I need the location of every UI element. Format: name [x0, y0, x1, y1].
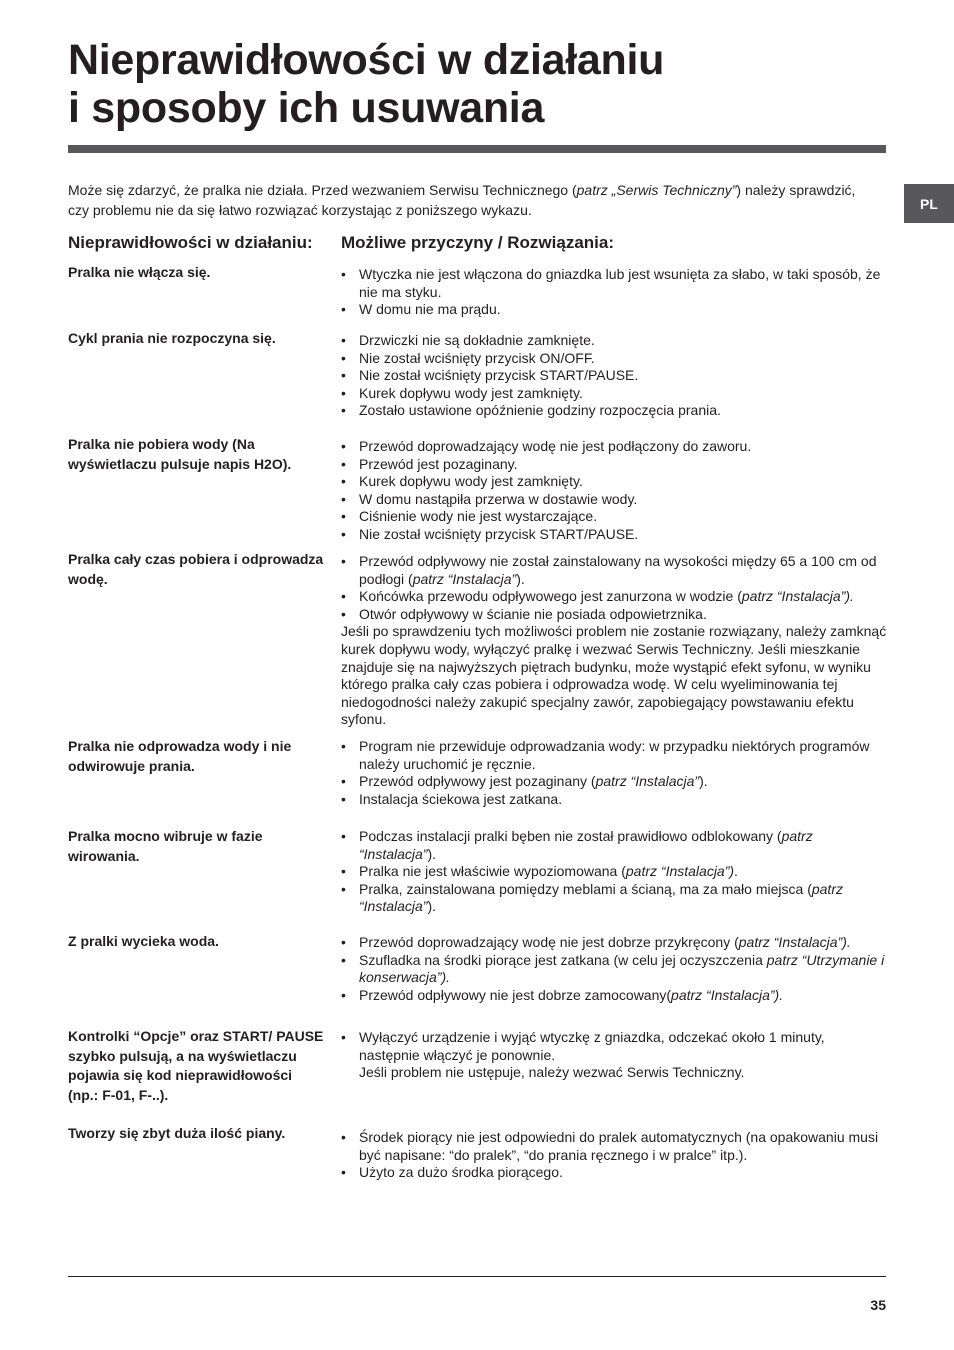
solution-item-text-end: ). [699, 773, 708, 790]
solution-item [341, 952, 889, 987]
problems-column-header: Nieprawidłowości w działaniu: [68, 233, 313, 252]
solution-item [341, 491, 889, 509]
solution-item-reference: patrz “Instalacja” [412, 570, 517, 587]
solution-item-text: Środek piorący nie jest odpowiedni do pralek automatycznych (na opakowaniu musi być napisane: “do pralek”, “do prania ręcznego i w pralce” itp.). [359, 1129, 879, 1163]
solution-item [341, 553, 889, 588]
page-title-line-1: Nieprawidłowości w działaniu [68, 36, 665, 84]
solution-item-reference: patrz “Instalacja” [595, 773, 700, 790]
solution-item-text: Ciśnienie wody nie jest wystarczające. [359, 508, 598, 525]
solution-list [341, 934, 889, 1004]
solution-item [341, 773, 889, 791]
solution-list [341, 1129, 889, 1182]
solution-item [341, 738, 889, 773]
solutions-column-header: Możliwe przyczyny / Rozwiązania: [341, 233, 615, 252]
solution-block [341, 266, 889, 319]
solution-list [341, 438, 889, 544]
problem-label: Pralka nie włącza się. [68, 264, 211, 280]
intro-text-italic: patrz „Serwis Techniczny” [576, 182, 737, 198]
solution-item [341, 588, 889, 606]
solution-item-reference: patrz “Instalacja” [359, 828, 813, 862]
solution-item-text-end: . [734, 863, 738, 880]
solution-block [341, 738, 889, 808]
solution-item [341, 350, 889, 368]
language-tab: PL [904, 184, 954, 223]
solution-item-text-end: ). [516, 570, 525, 587]
solution-item [341, 863, 889, 881]
solution-item-text: Nie został wciśnięty przycisk START/PAUSE. [359, 367, 639, 384]
solution-item [341, 508, 889, 526]
solution-item [341, 1129, 889, 1164]
problem-label: Pralka nie odprowadza wody i nie odwirowuje prania. [68, 738, 292, 774]
solution-item [341, 1164, 889, 1182]
solution-item [341, 934, 889, 952]
solution-item-text: Instalacja ściekowa jest zatkana. [359, 790, 563, 807]
solution-item-reference: patrz “Instalacja”). [738, 934, 851, 950]
solution-list [341, 738, 889, 808]
solution-item-text: Otwór odpływowy w ścianie nie posiada odpowietrznika. [359, 605, 707, 622]
solution-item [341, 526, 889, 544]
solution-item [341, 438, 889, 456]
solution-item-text: Wyłączyć urządzenie i wyjąć wtyczkę z gniazdka, odczekać około 1 minuty, następnie włączyć je ponownie. [359, 1029, 825, 1063]
problem-label: Pralka nie pobiera wody (Na wyświetlaczu pulsuje napis H2O). [68, 436, 292, 472]
solution-list [341, 553, 889, 623]
solution-item-reference: patrz “Instalacja”) [625, 863, 735, 880]
problem-label: Pralka mocno wibruje w fazie wirowania. [68, 828, 263, 864]
solution-item-text: Przewód doprowadzający wodę nie jest podłączony do zaworu. [359, 438, 752, 454]
solution-block [341, 828, 889, 916]
solution-item [341, 987, 889, 1005]
solution-block [341, 332, 889, 420]
intro-text-2: ) należy sprawdzić, czy problemu nie da się łatwo rozwiązać korzystając z poniższego wykazu. [68, 182, 856, 218]
problem-label: Kontrolki “Opcje” oraz START/ PAUSE szybko pulsują, a na wyświetlaczu pojawia się kod nieprawidłowości (np.: F-01, F-..). [68, 1028, 324, 1103]
solution-item-reference: patrz “Instalacja”). [741, 588, 854, 605]
solution-list [341, 1029, 889, 1064]
intro-paragraph [68, 180, 878, 220]
solution-item-text: Zostało ustawione opóźnienie godziny rozpoczęcia prania. [359, 402, 721, 419]
solution-item-text: Drzwiczki nie są dokładnie zamknięte. [359, 332, 595, 348]
solution-block [341, 1129, 889, 1182]
solution-item-text: Przewód jest pozaginany. [359, 455, 518, 472]
solution-item-text: Przewód odpływowy jest pozaginany ( [359, 773, 596, 790]
solution-item-text: Szufladka na środki piorące jest zatkana (w celu jej oczyszczenia [359, 951, 767, 968]
solution-block [341, 934, 889, 1004]
page-number: 35 [870, 1297, 886, 1313]
solution-item-text: W domu nie ma prądu. [359, 301, 501, 318]
solution-item [341, 332, 889, 350]
solution-list [341, 266, 889, 319]
solution-item-text: Kurek dopływu wody jest zamknięty. [359, 473, 583, 490]
solution-list [341, 828, 889, 916]
solution-item [341, 828, 889, 863]
solution-item-text: Przewód odpływowy nie został zainstalowany na wysokości między 65 a 100 cm od podłogi ( [359, 553, 877, 587]
solution-item [341, 385, 889, 403]
solution-item-text: Przewód doprowadzający wodę nie jest dobrze przykręcony ( [359, 934, 739, 950]
solution-item-text-end: ). [427, 845, 437, 862]
footer-divider [68, 1276, 886, 1277]
solution-item-text-end: ). [427, 898, 437, 915]
solution-note: Jeśli po sprawdzeniu tych możliwości problem nie zostanie rozwiązany, należy zamknąć kurek dopływu wody, wyłączyć pralkę i wezwać Serwis Techniczny. Jeśli mieszkanie znajduje się na najwyższych piętrach budynku, może wystąpić efekt syfonu, w wyniku którego pralka cały czas pobiera i odprowadza wodę. W celu wyeliminowania tej niedogodności należy zakupić specjalny zawór, zapobiegający powstawaniu efektu syfonu. [341, 623, 887, 728]
solution-item-text: Kurek dopływu wody jest zamknięty. [359, 384, 583, 401]
solution-item-text: Pralka, zainstalowana pomiędzy meblami a ścianą, ma za mało miejsca ( [359, 880, 812, 897]
solution-item [341, 606, 889, 624]
solution-block [341, 438, 889, 544]
solution-item-text: Podczas instalacji pralki bęben nie został prawidłowo odblokowany ( [359, 828, 782, 844]
page-title [68, 36, 868, 132]
solution-item-text: Pralka nie jest właściwie wypoziomowana ( [359, 863, 626, 880]
solution-item [341, 456, 889, 474]
solution-block [341, 1029, 889, 1082]
solution-item [341, 881, 889, 916]
solution-item-text: Wtyczka nie jest włączona do gniazdka lub jest wsunięta za słabo, w taki sposób, że nie ma styku. [359, 266, 881, 300]
problem-label: Tworzy się zbyt duża ilość piany. [68, 1125, 286, 1141]
solution-item [341, 367, 889, 385]
solution-list [341, 332, 889, 420]
solution-item [341, 301, 889, 319]
solution-block [341, 553, 889, 729]
problem-label: Pralka cały czas pobiera i odprowadza wodę. [68, 551, 324, 587]
problem-label: Z pralki wycieka woda. [68, 933, 219, 949]
solution-item-reference: patrz “Instalacja”). [671, 986, 784, 1003]
intro-text-1: Może się zdarzyć, że pralka nie działa. Przed wezwaniem Serwisu Technicznego ( [68, 182, 577, 198]
solution-item [341, 402, 889, 420]
solution-item [341, 791, 889, 809]
solution-item-text: Przewód odpływowy nie jest dobrze zamocowany( [359, 986, 672, 1003]
solution-item-reference: patrz “Utrzymanie i konserwacja”). [359, 951, 885, 986]
solution-item-text: Końcówka przewodu odpływowego jest zanurzona w wodzie ( [359, 588, 742, 605]
page-title-line-2: i sposoby ich usuwania [68, 84, 545, 132]
solution-item-text: W domu nastąpiła przerwa w dostawie wody. [359, 490, 638, 507]
solution-note: Jeśli problem nie ustępuje, należy wezwać Serwis Techniczny. [359, 1064, 745, 1081]
solution-item-text: Program nie przewiduje odprowadzania wody: w przypadku niektórych programów należy uruchomić je ręcznie. [359, 738, 870, 772]
solution-item [341, 473, 889, 491]
solution-item-text: Nie został wciśnięty przycisk START/PAUSE. [359, 525, 639, 542]
solution-item-text: Użyto za dużo środka piorącego. [359, 1164, 563, 1181]
solution-item [341, 266, 889, 301]
problem-label: Cykl prania nie rozpoczyna się. [68, 330, 276, 346]
title-divider [68, 145, 886, 153]
solution-item [341, 1029, 889, 1064]
solution-item-text: Nie został wciśnięty przycisk ON/OFF. [359, 349, 595, 366]
solution-item-reference: patrz “Instalacja” [359, 880, 843, 915]
